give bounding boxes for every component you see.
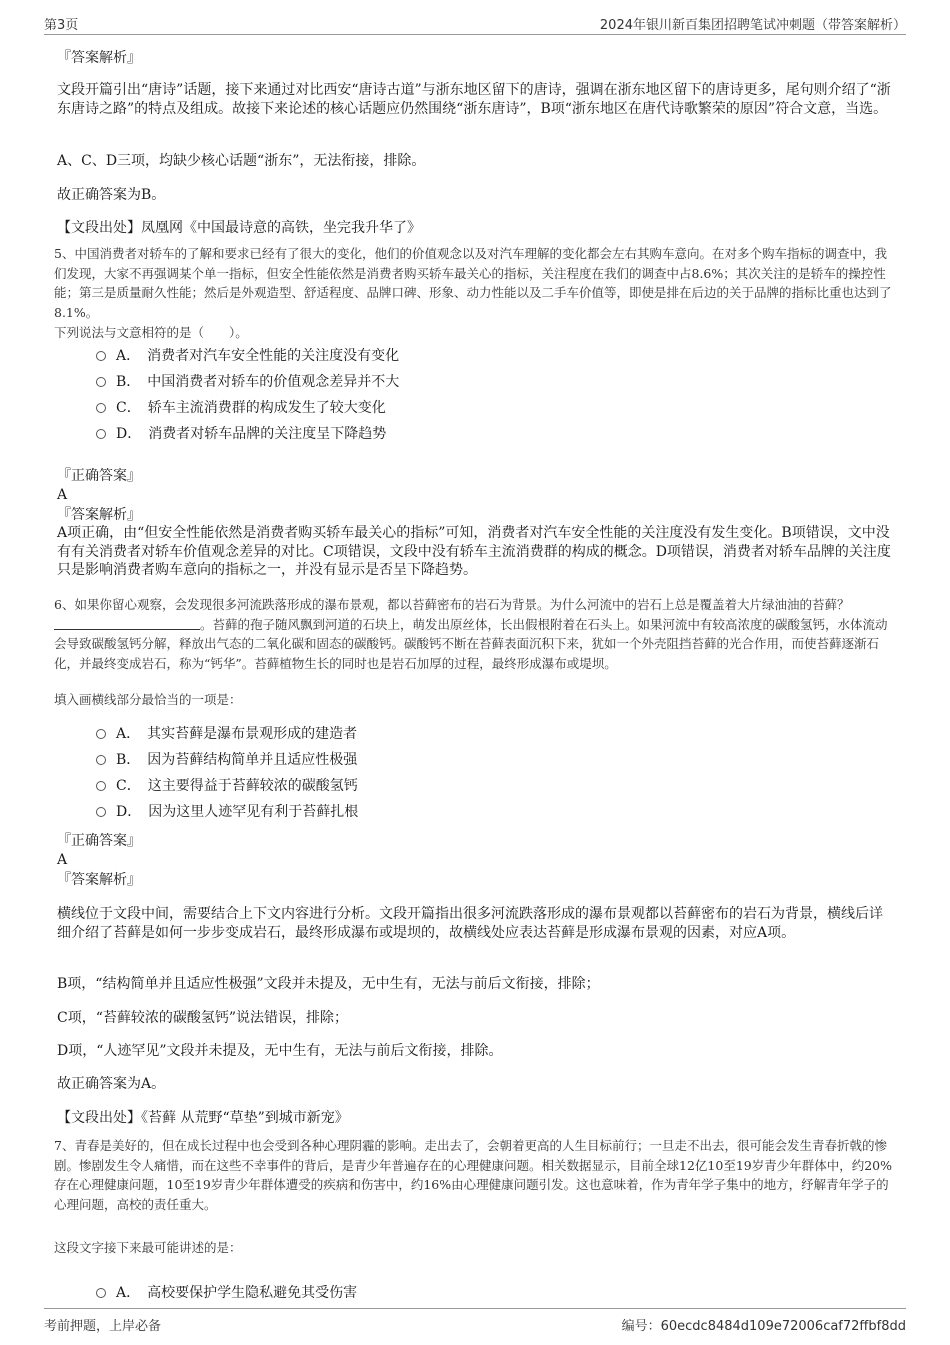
q5-analysis-label: 『答案解析』 (57, 507, 141, 523)
radio-icon[interactable] (96, 755, 106, 765)
radio-icon[interactable] (96, 351, 106, 361)
q7-option-a[interactable]: A． 高校要保护学生隐私避免其受伤害 (96, 1284, 357, 1302)
document-id: 编号：60ecdc8484d109e72006caf72ffbf8dd (621, 1319, 906, 1334)
radio-icon[interactable] (96, 1288, 106, 1298)
q6-option-c[interactable]: C． 这主要得益于苔藓较浓的碳酸氢钙 (96, 777, 358, 795)
q5-answer-label: 『正确答案』 (57, 468, 141, 484)
q6-analysis-p3: C项，“苔藓较浓的碳酸氢钙”说法错误，排除； (57, 1010, 349, 1026)
q4-analysis-label: 『答案解析』 (57, 50, 141, 66)
radio-icon[interactable] (96, 377, 106, 387)
q6-analysis-p4: D项，“人迹罕见”文段并未提及，无中生有，无法与前后文衔接，排除。 (57, 1043, 503, 1059)
radio-icon[interactable] (96, 429, 106, 439)
q6-answer-label: 『正确答案』 (57, 833, 141, 849)
q6-option-b[interactable]: B． 因为苔藓结构简单并且适应性极强 (96, 751, 357, 769)
radio-icon[interactable] (96, 403, 106, 413)
q5-analysis: A项正确，由“但安全性能依然是消费者购买轿车最关心的指标”可知，消费者对汽车安全性能的关注度没有发生变化。B项错误，文中没有有关消费者对轿车价值观念差异的对比。C项错误，文段中没有轿车主流消费群的构成的概念。D项错误，消费者对轿车品牌的关注度只是影响消费者购车意向的指标之一，并没有显示是否呈下降趋势。 (57, 525, 891, 578)
page-header (44, 14, 906, 35)
q4-analysis-p1: 文段开篇引出“唐诗”话题，接下来通过对比西安“唐诗古道”与浙东地区留下的唐诗，强调在浙东地区留下的唐诗更多，尾句则介绍了“浙东唐诗之路”的特点及组成。故接下来论述的核心话题应仍然围绕“浙东唐诗”，B项“浙东地区在唐代诗歌繁荣的原因”符合文意，当选。 (57, 82, 891, 117)
q6-answer: A (57, 852, 68, 868)
q6-option-a[interactable]: A． 其实苔藓是瀑布景观形成的建造者 (96, 725, 357, 743)
q5-option-c[interactable]: C． 轿车主流消费群的构成发生了较大变化 (96, 399, 386, 417)
q6-prompt: 填入画横线部分最恰当的一项是： (54, 692, 242, 707)
radio-icon[interactable] (96, 729, 106, 739)
q4-source: 【文段出处】凤凰网《中国最诗意的高铁，坐完我升华了》 (57, 220, 421, 236)
document-title: 2024年银川新百集团招聘笔试冲刺题（带答案解析） (599, 18, 906, 33)
q5-option-a[interactable]: A． 消费者对汽车安全性能的关注度没有变化 (96, 347, 399, 365)
q6-conclusion: 故正确答案为A。 (57, 1076, 166, 1092)
q7-prompt: 这段文字接下来最可能讲述的是： (54, 1240, 242, 1255)
q5-option-d[interactable]: D． 消费者对轿车品牌的关注度呈下降趋势 (96, 425, 386, 443)
q6-analysis-p2: B项，“结构简单并且适应性极强”文段并未提及，无中生有，无法与前后文衔接，排除； (57, 976, 600, 992)
q4-conclusion: 故正确答案为B。 (57, 187, 166, 203)
q5-prompt: 下列说法与文意相符的是（ ）。 (54, 325, 248, 340)
page-number: 第3页 (44, 18, 79, 33)
q4-analysis-p2: A、C、D三项，均缺少核心话题“浙东”，无法衔接，排除。 (57, 153, 426, 169)
footer-slogan: 考前押题，上岸必备 (44, 1319, 162, 1334)
q6-analysis-p1: 横线位于文段中间，需要结合上下文内容进行分析。文段开篇指出很多河流跌落形成的瀑布景观都以苔藓密布的岩石为背景，横线后详细介绍了苔藓是如何一步步变成岩石，最终形成瀑布或堤坝的，故横线处应表达苔藓是形成瀑布景观的因素，对应A项。 (57, 906, 883, 941)
q5-stem: 5、中国消费者对轿车的了解和要求已经有了很大的变化，他们的价值观念以及对汽车理解的变化都会左右其购车意向。在对多个购车指标的调查中，我们发现，大家不再强调某个单一指标，但安全性能依然是消费者购买轿车最关心的指标，关注程度在我们的调查中占8.6%；其次关注的是轿车的操控性能；第三是质量耐久性能；然后是外观造型、舒适程度、品牌口碑、形象、动力性能以及二手车价值等，即使是排在后边的关于品牌的指标比重也达到了8.1%。 (54, 246, 892, 320)
radio-icon[interactable] (96, 807, 106, 817)
q6-analysis-label: 『答案解析』 (57, 872, 141, 888)
radio-icon[interactable] (96, 781, 106, 791)
q5-option-b[interactable]: B． 中国消费者对轿车的价值观念差异并不大 (96, 373, 399, 391)
q5-answer: A (57, 487, 68, 503)
q7-stem: 7、青春是美好的，但在成长过程中也会受到各种心理阴霾的影响。走出去了，会朝着更高的人生目标前行；一旦走不出去，很可能会发生青春折戟的惨剧。惨剧发生令人痛惜，而在这些不幸事件的背后，是青少年普遍存在的心理健康问题。相关数据显示，目前全球12亿10至19岁青少年群体中，约20%存在心理健康问题，10至19岁青少年群体遭受的疾病和伤害中，约16%由心理健康问题引发。这也意味着，作为青年学子集中的地方，纾解青年学子的心理问题，高校的责任重大。 (54, 1138, 893, 1212)
page-footer (44, 1308, 906, 1333)
q6-stem: 6、如果你留心观察，会发现很多河流跌落形成的瀑布景观，都以苔藓密布的岩石为背景。为什么河流中的岩石上总是覆盖着大片绿油油的苔藓？。苔藓的孢子随风飘到河道的石块上，萌发出原丝体，长出假根附着在石头上。如果河流中有较高浓度的碳酸氢钙，水体流动会导致碳酸氢钙分解，释放出气态的二氧化碳和固态的碳酸钙。碳酸钙不断在苔藓表面沉积下来，犹如一个外壳阻挡苔藓的光合作用，而使苔藓逐渐石化，并最终变成岩石，称为“钙华”。苔藓植物生长的同时也是岩石加厚的过程，最终形成瀑布或堤坝。 (54, 597, 888, 671)
q6-source: 【文段出处】《苔藓 从荒野“草垫”到城市新宠》 (57, 1110, 349, 1126)
fill-blank (54, 617, 200, 630)
q6-option-d[interactable]: D． 因为这里人迹罕见有利于苔藓扎根 (96, 803, 358, 821)
